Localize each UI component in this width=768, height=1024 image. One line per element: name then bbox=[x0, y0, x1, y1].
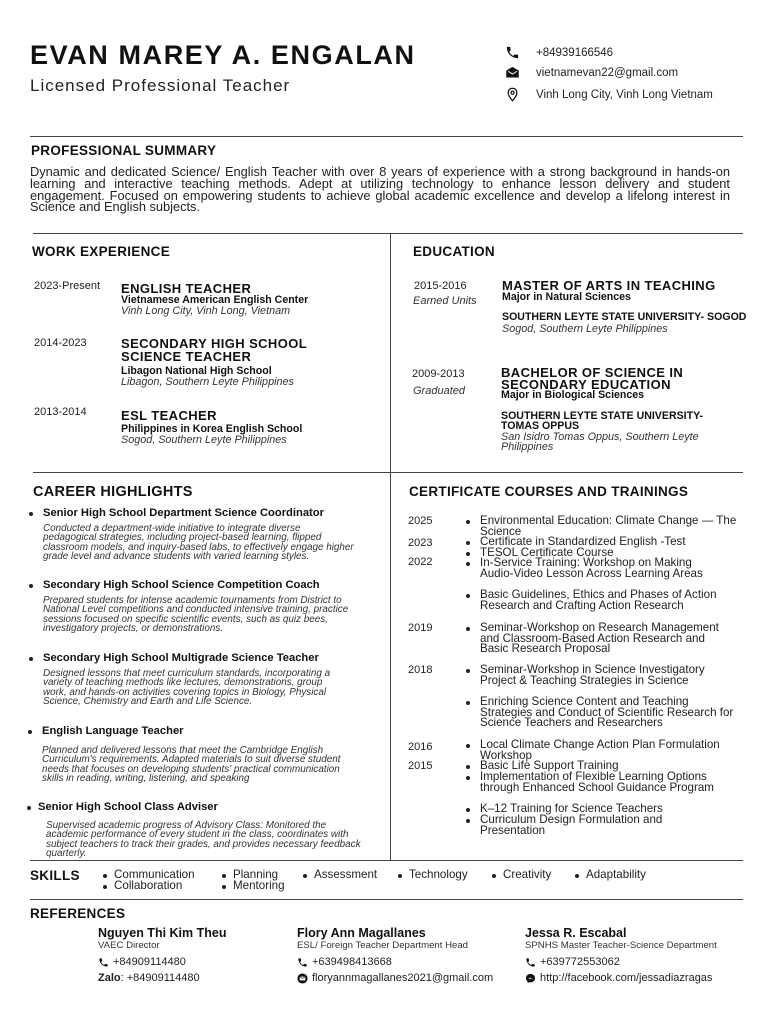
bullet-icon bbox=[466, 541, 470, 545]
bullet-icon bbox=[466, 552, 470, 556]
resume-subtitle: Licensed Professional Teacher bbox=[30, 76, 291, 95]
cert-text: Seminar-Workshop on Research Management and Classroom-Based Action Research and Basic Research Proposal bbox=[480, 621, 719, 656]
reference-phone bbox=[525, 956, 717, 968]
skill-text: Planning bbox=[233, 868, 279, 881]
cert-item bbox=[480, 697, 742, 729]
cert-year: 2015 bbox=[408, 760, 433, 772]
work-title: WORK EXPERIENCE bbox=[32, 244, 171, 259]
reference-card bbox=[297, 926, 493, 984]
highlight-item bbox=[42, 726, 352, 784]
highlight-title: Senior High School Department Science Coordinator bbox=[43, 507, 324, 519]
bullet-icon bbox=[466, 744, 470, 748]
messenger-icon bbox=[525, 973, 536, 984]
map-pin-icon bbox=[505, 87, 520, 102]
bullet-icon bbox=[222, 885, 226, 889]
skill-item bbox=[233, 879, 285, 892]
cert-item bbox=[480, 740, 720, 761]
bullet-icon bbox=[303, 874, 307, 878]
contact-email-text: vietnamevan22@gmail.com bbox=[536, 66, 679, 79]
cert-item bbox=[480, 623, 735, 655]
reference-phone-text: +639498413668 bbox=[312, 956, 392, 968]
cert-text: Curriculum Design Formulation and Presentation bbox=[480, 813, 663, 837]
highlight-title: Senior High School Class Adviser bbox=[38, 801, 218, 813]
work-item bbox=[121, 282, 383, 317]
bullet-icon bbox=[222, 874, 226, 878]
highlight-title: Secondary High School Science Competition Coach bbox=[43, 579, 320, 591]
work-org: Libagon National High School bbox=[121, 365, 272, 377]
references-title: REFERENCES bbox=[30, 906, 126, 921]
contact-location bbox=[505, 87, 713, 102]
cert-year: 2019 bbox=[408, 622, 433, 634]
work-location: Vinh Long City, Vinh Long, Vietnam bbox=[121, 305, 291, 317]
bullet-icon bbox=[466, 562, 470, 566]
edu-item bbox=[501, 367, 726, 452]
reference-phone-text: +639772553062 bbox=[540, 956, 620, 968]
bullet-icon bbox=[492, 874, 496, 878]
cert-text: Basic Guidelines, Ethics and Phases of Action Research and Crafting Action Research bbox=[480, 588, 717, 612]
work-org: Vietnamese American English Center bbox=[121, 294, 309, 306]
skill-item bbox=[314, 868, 377, 881]
bullet-icon bbox=[29, 584, 33, 588]
highlight-desc: Prepared students for intense academic tournaments from District to National Level competitions and conducted intensive training, practice sessions focused on specific scientific events, such as quiz bees, investigatory projects, or demonstrations. bbox=[43, 594, 349, 635]
reference-email-text: floryannmagallanes2021@gmail.com bbox=[312, 972, 494, 984]
reference-email bbox=[297, 972, 493, 984]
reference-name: Jessa R. Escabal bbox=[525, 926, 627, 940]
reference-name: Flory Ann Magallanes bbox=[297, 926, 426, 940]
education-title: EDUCATION bbox=[413, 244, 495, 259]
work-years: 2013-2014 bbox=[34, 406, 87, 418]
work-org: Philippines in Korea English School bbox=[121, 423, 303, 435]
cert-item bbox=[480, 815, 730, 836]
skill-text: Technology bbox=[409, 868, 468, 881]
highlight-desc: Designed lessons that meet curriculum standards, incorporating a variety of teaching methods like lectures, demonstrations, group work, and hands-on activities covering topics in Biology, Physical Science, Chemistry and Earth and Life Science. bbox=[43, 667, 331, 708]
bullet-icon bbox=[28, 730, 32, 734]
skill-text: Communication bbox=[114, 868, 195, 881]
phone-icon bbox=[297, 957, 308, 968]
highlight-desc: Conducted a department-wide initiative to integrate diverse pedagogical strategies, including project-based learning, flipped classroom models, and inquiry-based labs, to effectively engage higher grade level and advance students with varied learning styles. bbox=[43, 522, 354, 563]
bullet-icon bbox=[466, 627, 470, 631]
reference-card bbox=[525, 926, 717, 984]
divider-summary bbox=[33, 233, 743, 234]
phone-icon bbox=[505, 45, 520, 60]
reference-phone bbox=[98, 956, 226, 968]
skill-text: Adaptability bbox=[586, 868, 646, 881]
bullet-icon bbox=[27, 806, 31, 810]
divider-skills bbox=[30, 860, 743, 861]
contact-phone bbox=[505, 45, 613, 60]
skill-item bbox=[409, 868, 468, 881]
work-location: Libagon, Southern Leyte Philippines bbox=[121, 376, 294, 388]
edu-years: 2015-2016 bbox=[414, 280, 467, 292]
contact-phone-text: +84939166546 bbox=[536, 46, 614, 59]
highlight-title: Secondary High School Multigrade Science Teacher bbox=[43, 652, 319, 664]
work-years: 2014-2023 bbox=[34, 337, 87, 349]
cert-text: Implementation of Flexible Learning Options through Enhanced School Guidance Program bbox=[480, 770, 714, 794]
contact-location-text: Vinh Long City, Vinh Long Vietnam bbox=[536, 88, 713, 101]
cert-text: Local Climate Change Action Plan Formulation Workshop bbox=[480, 738, 720, 762]
reference-zalo-text: : +84909114480 bbox=[120, 972, 200, 984]
edu-location: Sogod, Southern Leyte Philippines bbox=[502, 322, 668, 335]
summary-text: Dynamic and dedicated Science/ English Teacher with over 8 years of experience with a strong background in hands-on learning and interactive teaching methods. Adept at utilizing technology to enhance lesson delivery and student engagement. Focused on empowering students to achieve global academic excellence and develop a lifelong interest in Science and English subjects. bbox=[30, 164, 730, 215]
envelope-icon bbox=[297, 973, 308, 984]
cert-year: 2023 bbox=[408, 537, 433, 549]
reference-card bbox=[98, 926, 226, 984]
cert-item bbox=[480, 590, 730, 611]
phone-icon bbox=[525, 957, 536, 968]
skill-item bbox=[114, 879, 182, 892]
edu-major: Major in Biological Sciences bbox=[501, 389, 645, 401]
reference-phone bbox=[297, 956, 493, 968]
cert-text: Environmental Education: Climate Change — The Science bbox=[480, 514, 737, 538]
highlights-title: CAREER HIGHLIGHTS bbox=[33, 484, 193, 500]
edu-location: San Isidro Tomas Oppus, Southern Leyte Philippines bbox=[501, 431, 699, 453]
reference-facebook-text: http://facebook.com/jessadiazragas bbox=[540, 972, 713, 984]
edu-item bbox=[502, 279, 747, 334]
bullet-icon bbox=[466, 594, 470, 598]
highlight-item bbox=[38, 801, 361, 860]
bullet-icon bbox=[466, 520, 470, 524]
certificates-title: CERTIFICATE COURSES AND TRAININGS bbox=[409, 484, 689, 499]
resume-name: EVAN MAREY A. ENGALAN bbox=[30, 40, 416, 70]
bullet-icon bbox=[575, 874, 579, 878]
work-item bbox=[121, 409, 383, 446]
work-location: Sogod, Southern Leyte Philippines bbox=[121, 434, 287, 446]
cert-text: TESOL Certificate Course bbox=[480, 546, 614, 559]
cert-item bbox=[480, 558, 725, 579]
cert-year: 2022 bbox=[408, 556, 433, 568]
reference-role: VAEC Director bbox=[98, 940, 160, 951]
cert-year: 2025 bbox=[408, 515, 433, 527]
envelope-icon bbox=[505, 65, 520, 80]
skill-text: Mentoring bbox=[233, 879, 285, 892]
edu-years: 2009-2013 bbox=[412, 368, 465, 380]
cert-text: Certificate in Standardized English -Test bbox=[480, 535, 686, 548]
bullet-icon bbox=[103, 874, 107, 878]
bullet-icon bbox=[466, 765, 470, 769]
cert-item bbox=[480, 516, 742, 537]
divider-header bbox=[30, 136, 743, 137]
bullet-icon bbox=[29, 512, 33, 516]
edu-degree: BACHELOR OF SCIENCE IN SECONDARY EDUCATION bbox=[501, 365, 684, 392]
cert-text: Basic Life Support Training bbox=[480, 759, 619, 772]
skill-item bbox=[586, 868, 646, 881]
reference-name: Nguyen Thi Kim Theu bbox=[98, 926, 227, 940]
divider-vertical-bottom bbox=[390, 472, 391, 860]
work-item bbox=[121, 337, 361, 388]
work-title-text: SECONDARY HIGH SCHOOL SCIENCE TEACHER bbox=[121, 336, 307, 364]
edu-major: Major in Natural Sciences bbox=[502, 291, 631, 303]
edu-degree: MASTER OF ARTS IN TEACHING bbox=[502, 278, 716, 293]
cert-year: 2018 bbox=[408, 664, 433, 676]
reference-role: ESL/ Foreign Teacher Department Head bbox=[297, 940, 469, 951]
skills-title: SKILLS bbox=[30, 868, 80, 883]
divider-vertical-top bbox=[390, 233, 391, 472]
highlight-item bbox=[43, 579, 349, 635]
bullet-icon bbox=[103, 885, 107, 889]
bullet-icon bbox=[398, 874, 402, 878]
cert-text: K–12 Training for Science Teachers bbox=[480, 802, 663, 815]
cert-item bbox=[480, 665, 710, 686]
reference-phone-text: +84909114480 bbox=[113, 956, 186, 968]
work-years: 2023-Present bbox=[34, 280, 101, 292]
edu-status: Earned Units bbox=[413, 295, 477, 307]
edu-school: SOUTHERN LEYTE STATE UNIVERSITY- SOGOD bbox=[502, 311, 747, 323]
skill-text: Creativity bbox=[503, 868, 552, 881]
highlight-title: English Language Teacher bbox=[42, 725, 184, 737]
reference-role: SPNHS Master Teacher-Science Department bbox=[525, 940, 717, 951]
cert-text: Seminar-Workshop in Science Investigatory Project & Teaching Strategies in Science bbox=[480, 663, 705, 687]
bullet-icon bbox=[29, 657, 33, 661]
bullet-icon bbox=[466, 776, 470, 780]
cert-text: Enriching Science Content and Teaching Strategies and Conduct of Scientific Research for Science Teachers and Researchers bbox=[480, 695, 734, 730]
work-title-text: ESL TEACHER bbox=[121, 408, 217, 423]
skill-text: Collaboration bbox=[114, 879, 183, 892]
cert-item bbox=[480, 772, 725, 793]
bullet-icon bbox=[466, 808, 470, 812]
cert-year: 2016 bbox=[408, 741, 433, 753]
edu-school: SOUTHERN LEYTE STATE UNIVERSITY- TOMAS OPPUS bbox=[501, 410, 704, 432]
highlight-item bbox=[43, 653, 343, 707]
highlight-item bbox=[43, 507, 354, 563]
divider-middle bbox=[33, 472, 743, 473]
skill-item bbox=[503, 868, 551, 881]
contact-email bbox=[505, 65, 678, 80]
summary-title: PROFESSIONAL SUMMARY bbox=[31, 143, 217, 158]
phone-icon bbox=[98, 957, 109, 968]
bullet-icon bbox=[466, 701, 470, 705]
highlight-desc: Supervised academic progress of Advisory Class: Monitored the academic performance of every student in the class, coordinates with subject teachers to track their grades, and provides necessary feedback quarterly. bbox=[46, 819, 361, 860]
bullet-icon bbox=[466, 669, 470, 673]
reference-zalo-label: Zalo bbox=[98, 972, 121, 984]
skill-text: Assessment bbox=[314, 868, 378, 881]
reference-zalo bbox=[98, 972, 226, 984]
bullet-icon bbox=[466, 819, 470, 823]
reference-facebook bbox=[525, 972, 717, 984]
work-title-text: ENGLISH TEACHER bbox=[121, 281, 252, 296]
highlight-desc: Planned and delivered lessons that meet the Cambridge English Curriculum's requirements. Adapted materials to suit diverse student needs that focuses on developing students' practical communication skills in reading, writing, listening, and speaking bbox=[42, 744, 341, 785]
edu-status: Graduated bbox=[413, 385, 465, 397]
divider-references bbox=[30, 899, 743, 900]
cert-text: In-Service Training: Workshop on Making Audio-Video Lesson Across Learning Areas bbox=[480, 556, 703, 580]
